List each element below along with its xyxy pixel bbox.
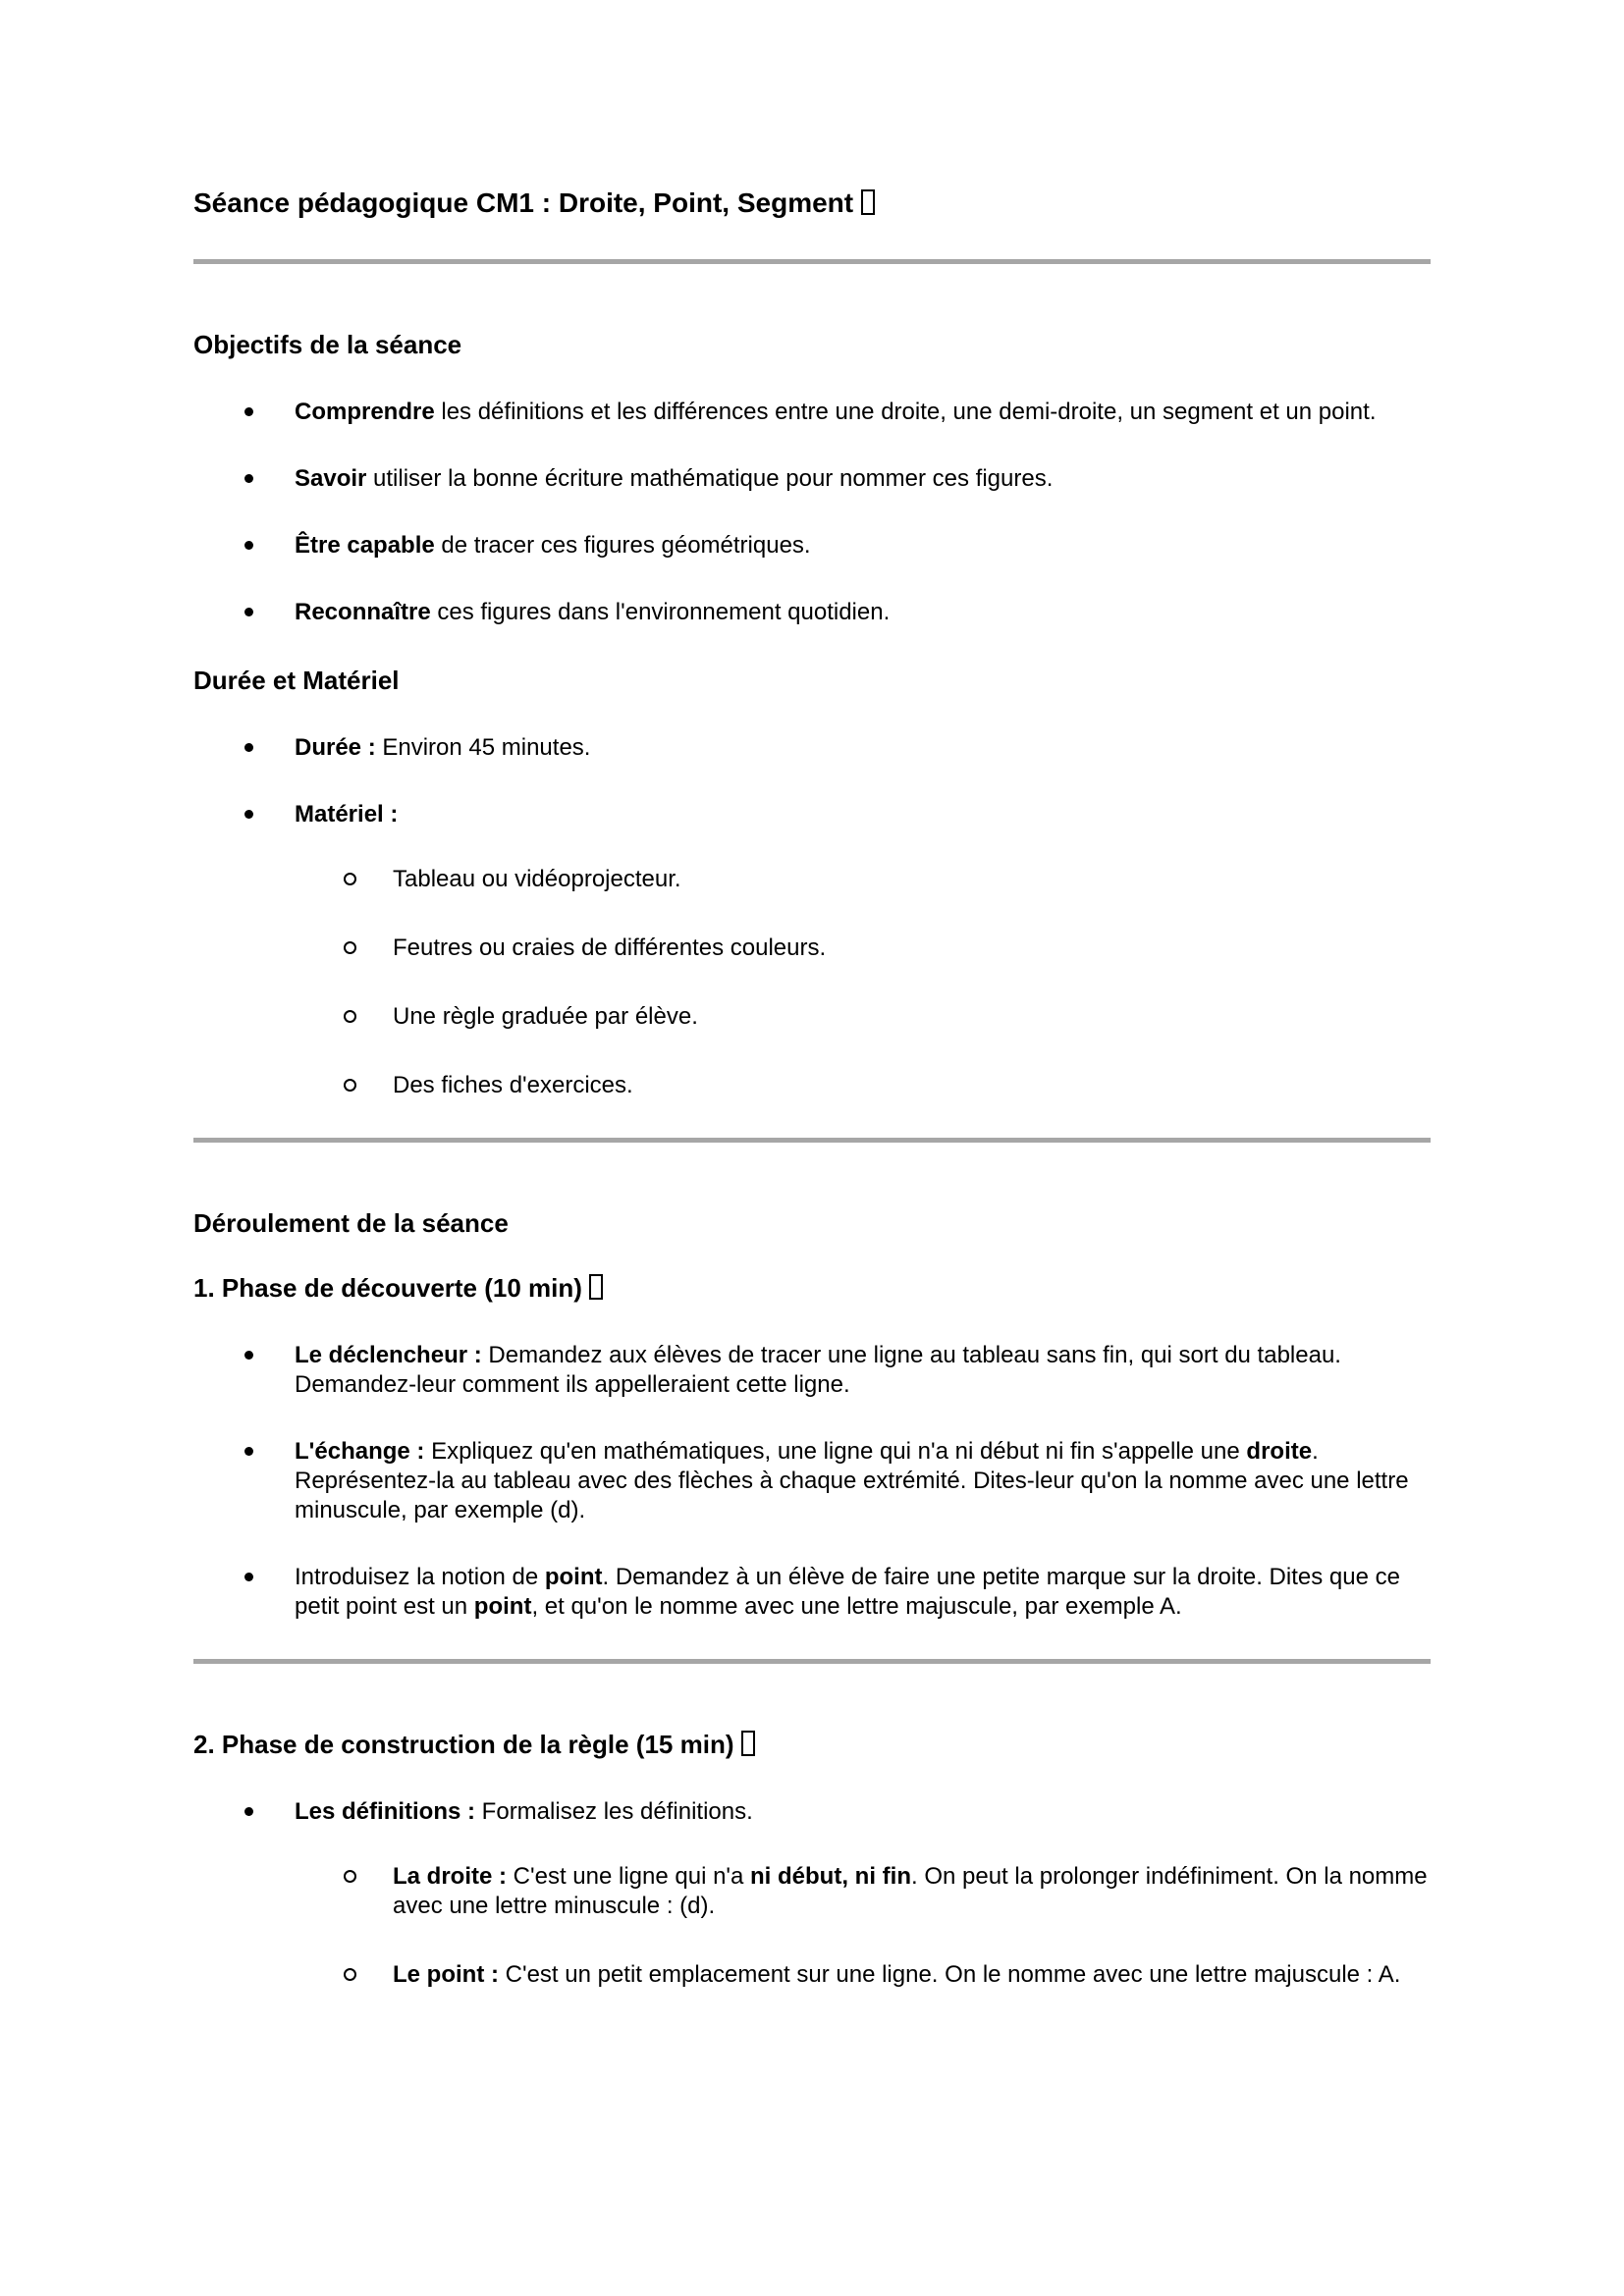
list-item: [193, 1797, 1431, 1990]
bullet-disc-icon: [244, 1573, 253, 1581]
list-item: [193, 800, 1431, 1100]
horizontal-rule: [193, 1138, 1431, 1143]
list-item: [295, 1960, 1431, 1990]
list-item: [295, 865, 1431, 894]
bullet-disc-icon: [244, 474, 253, 483]
bullet-disc-icon: [244, 407, 253, 416]
list-item-text: Introduisez la notion de point. Demandez à un élève de faire une petite marque sur la droite. Dites que ce petit point est un point, et qu'on le nomme avec une lettre majuscule, par exemple A.: [295, 1564, 1400, 1620]
phase1-list: [193, 1341, 1431, 1622]
heading-objectifs: Objectifs de la séance: [193, 330, 462, 359]
heading-deroulement: Déroulement de la séance: [193, 1208, 509, 1238]
list-item-text: Tableau ou vidéoprojecteur.: [393, 866, 681, 892]
list-item: [295, 1071, 1431, 1100]
list-item: [193, 531, 1431, 561]
list-item-text: Les définitions : Formalisez les définitions.: [295, 1798, 753, 1825]
list-item: [295, 1002, 1431, 1032]
objectifs-list: [193, 398, 1431, 627]
materiel-sublist: [295, 865, 1431, 1100]
missing-glyph-box: [861, 189, 875, 215]
list-item-text: Des fiches d'exercices.: [393, 1072, 633, 1098]
list-item-text: L'échange : Expliquez qu'en mathématiques, une ligne qui n'a ni début ni fin s'appelle une droite. Représentez-la au tableau avec des flèches à chaque extrémité. Dites-leur qu'on la nomme avec une lettre minuscule, par exemple (d).: [295, 1438, 1409, 1523]
list-item-text: Reconnaître ces figures dans l'environnement quotidien.: [295, 599, 891, 625]
list-item-text: La droite : C'est une ligne qui n'a ni début, ni fin. On peut la prolonger indéfiniment. On la nomme avec une lettre minuscule : (d).: [393, 1863, 1428, 1919]
list-item-text: Être capable de tracer ces figures géométriques.: [295, 532, 811, 559]
bullet-disc-icon: [244, 1447, 253, 1456]
list-item: [193, 733, 1431, 763]
bullet-disc-icon: [244, 1807, 253, 1816]
missing-glyph-box: [589, 1274, 603, 1300]
bullet-circle-icon: [344, 941, 356, 954]
bullet-circle-icon: [344, 1010, 356, 1023]
bullet-disc-icon: [244, 541, 253, 550]
list-item-text: Le déclencheur : Demandez aux élèves de tracer une ligne au tableau sans fin, qui sort du tableau. Demandez-leur comment ils appelleraient cette ligne.: [295, 1342, 1341, 1398]
phase2-list: [193, 1797, 1431, 1990]
definitions-sublist: [295, 1862, 1431, 1990]
horizontal-rule: [193, 1659, 1431, 1664]
heading-phase-1: 1. Phase de découverte (10 min): [193, 1272, 1431, 1304]
list-item: [193, 398, 1431, 427]
bullet-circle-icon: [344, 1968, 356, 1981]
bullet-disc-icon: [244, 608, 253, 616]
list-item-text: Le point : C'est un petit emplacement sur une ligne. On le nomme avec une lettre majuscule : A.: [393, 1961, 1401, 1988]
list-item-text: Durée : Environ 45 minutes.: [295, 734, 591, 761]
list-item-text: Savoir utiliser la bonne écriture mathématique pour nommer ces figures.: [295, 465, 1054, 492]
list-item: [295, 1862, 1431, 1921]
bullet-disc-icon: [244, 743, 253, 752]
list-item: [193, 464, 1431, 494]
bullet-circle-icon: [344, 1870, 356, 1883]
bullet-circle-icon: [344, 1079, 356, 1092]
missing-glyph-box: [741, 1731, 755, 1756]
list-item: [193, 1563, 1431, 1622]
horizontal-rule: [193, 259, 1431, 264]
duree-materiel-list: [193, 733, 1431, 1100]
list-item: [193, 598, 1431, 627]
heading-duree-materiel: Durée et Matériel: [193, 666, 400, 695]
list-item-text: Comprendre les définitions et les différences entre une droite, une demi-droite, un segment et un point.: [295, 399, 1377, 425]
document-title: Séance pédagogique CM1 : Droite, Point, Segment: [193, 187, 1431, 220]
list-item-text: Matériel :: [295, 801, 399, 828]
list-item: [193, 1341, 1431, 1400]
heading-phase-2: 2. Phase de construction de la règle (15 min): [193, 1729, 1431, 1760]
list-item: [295, 934, 1431, 963]
bullet-disc-icon: [244, 1351, 253, 1360]
bullet-circle-icon: [344, 873, 356, 885]
list-item-text: Feutres ou craies de différentes couleurs.: [393, 934, 827, 961]
bullet-disc-icon: [244, 810, 253, 819]
list-item: [193, 1437, 1431, 1525]
list-item-text: Une règle graduée par élève.: [393, 1003, 698, 1030]
